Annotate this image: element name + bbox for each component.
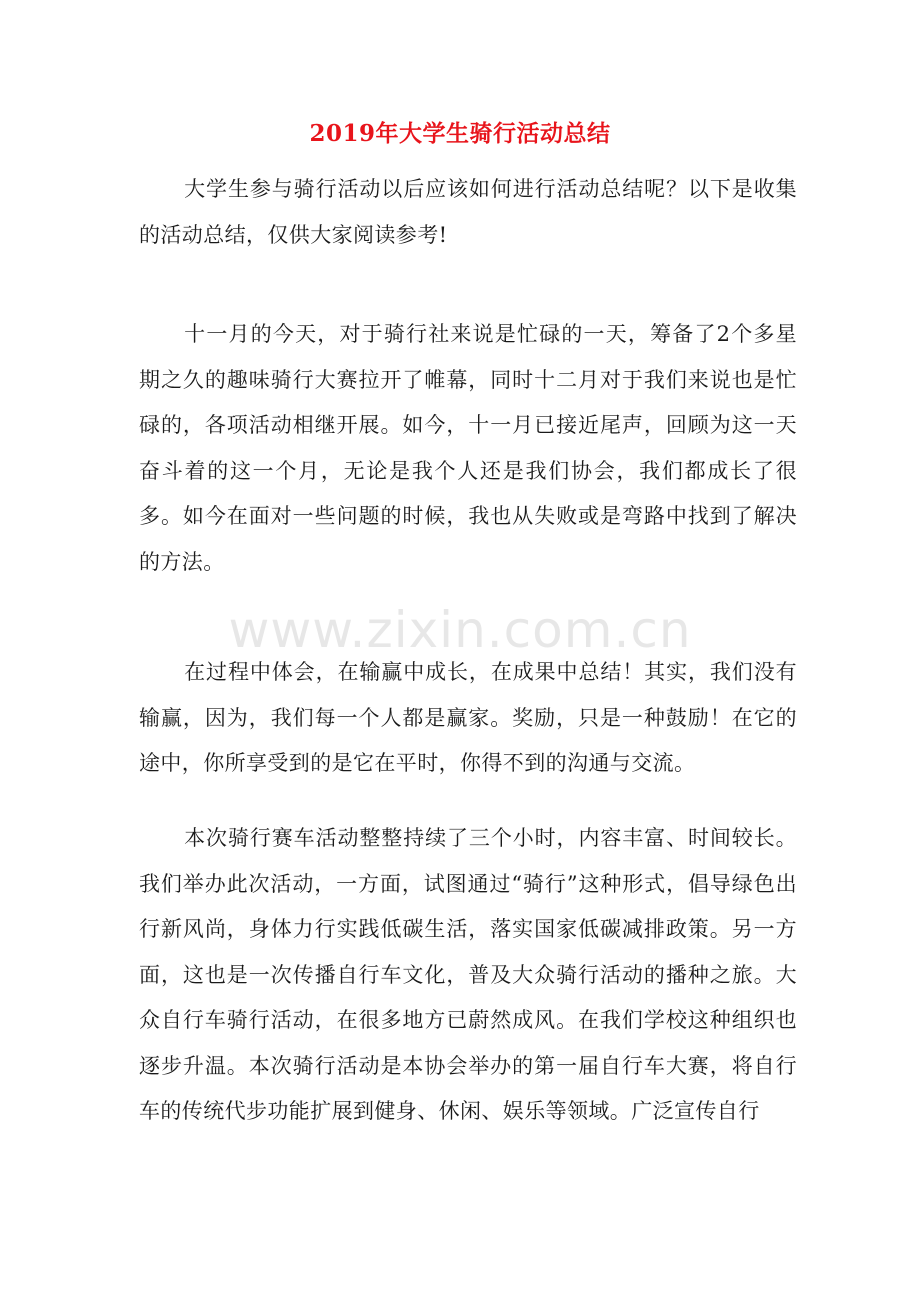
paragraph-process	[139, 650, 797, 787]
paragraph-november	[139, 312, 797, 585]
paragraph-text: 在过程中体会，在输赢中成长，在成果中总结！其实，我们没有输赢，因为，我们每一个人都是赢家。奖励，只是一种鼓励！在它的途中，你所享受到的是它在平时，你得不到的沟通与交流。	[139, 660, 797, 775]
document-title: 2019年大学生骑行活动总结	[309, 120, 611, 147]
paragraph-event	[139, 816, 797, 1135]
watermark: www.zixin.com.cn	[228, 601, 692, 659]
paragraph-text: 本次骑行赛车活动整整持续了三个小时，内容丰富、时间较长。我们举办此次活动，一方面，试图通过“骑行”这种形式，倡导绿色出行新风尚，身体力行实践低碳生活，落实国家低碳减排政策。另一方面，这也是一次传播自行车文化，普及大众骑行活动的播种之旅。大众自行车骑行活动，在很多地方已蔚然成风。在我们学校这种组织也逐步升温。本次骑行活动是本协会举办的第一届自行车大赛，将自行车的传统代步功能扩展到健身、休闲、娱乐等领域。广泛宣传自行	[139, 826, 797, 1123]
paragraph-text: 大学生参与骑行活动以后应该如何进行活动总结呢？以下是收集的活动总结，仅供大家阅读参考!	[139, 177, 797, 247]
paragraph-intro	[139, 167, 797, 258]
paragraph-text: 十一月的今天，对于骑行社来说是忙碌的一天，筹备了2个多星期之久的趣味骑行大赛拉开了帷幕，同时十二月对于我们来说也是忙碌的，各项活动相继开展。如今，十一月已接近尾声，回顾为这一天奋斗着的这一个月，无论是我个人还是我们协会，我们都成长了很多。如今在面对一些问题的时候，我也从失败或是弯路中找到了解决的方法。	[139, 322, 797, 574]
